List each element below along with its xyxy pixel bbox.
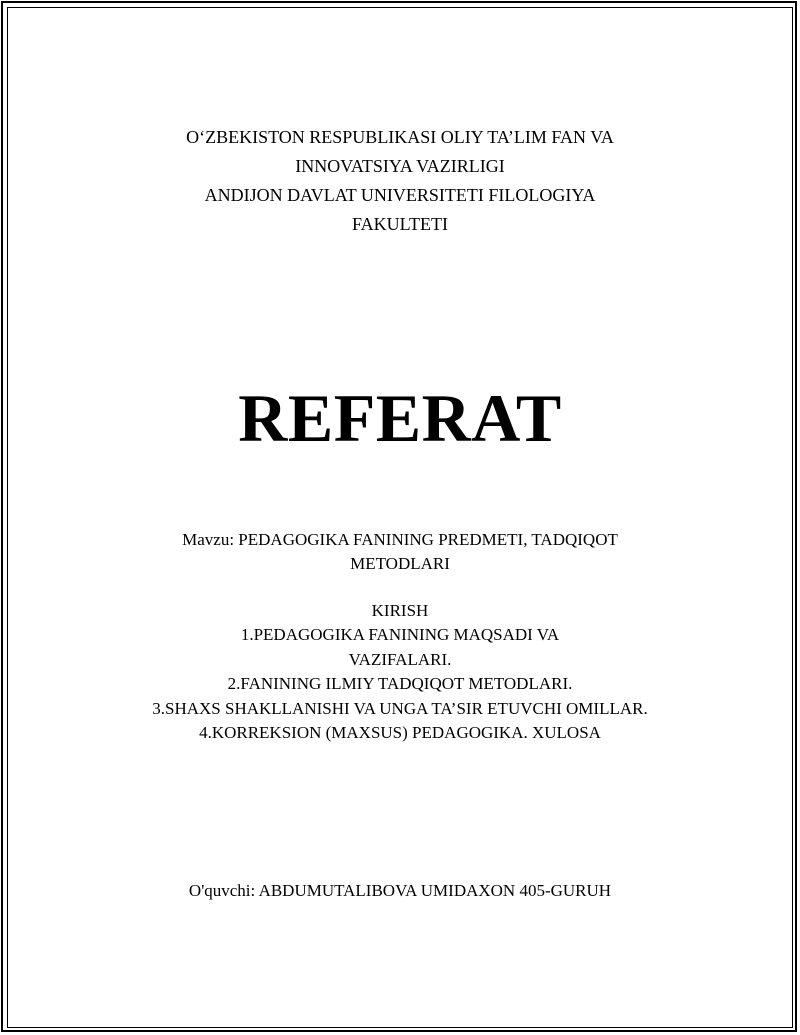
contents-item: 2.FANINING ILMIY TADQIQOT METODLARI. [227, 674, 573, 694]
header-line: ANDIJON DAVLAT UNIVERSITETI FILOLOGIYA [204, 185, 596, 205]
header-line: O‘ZBEKISTON RESPUBLIKASI OLIY TA’LIM FAN VA [186, 127, 614, 147]
contents-item: 3.SHAXS SHAKLLANISHI VA UNGA TA’SIR ETUVCHI OMILLAR. [152, 698, 648, 718]
student-info: O'quvchi: ABDUMUTALIBOVA UMIDAXON 405-GURUH [188, 881, 612, 900]
topic-line: METODLARI [350, 554, 450, 573]
contents-item: 1.PEDAGOGIKA FANINING MAQSADI VA [240, 625, 560, 645]
header-line: FAKULTETI [352, 214, 448, 234]
topic-line: Mavzu: PEDAGOGIKA FANINING PREDMETI, TADQIQOT [182, 530, 618, 549]
header-line: INNOVATSIYA VAZIRLIGI [295, 156, 505, 176]
institution-header [0, 123, 800, 239]
table-of-contents [0, 599, 800, 745]
topic [0, 528, 800, 576]
contents-item: KIRISH [371, 601, 429, 620]
contents-item: 4.KORREKSION (MAXSUS) PEDAGOGIKA. XULOSA [199, 723, 601, 743]
contents-item: VAZIFALARI. [348, 649, 452, 669]
document-title: REFERAT [238, 380, 562, 456]
